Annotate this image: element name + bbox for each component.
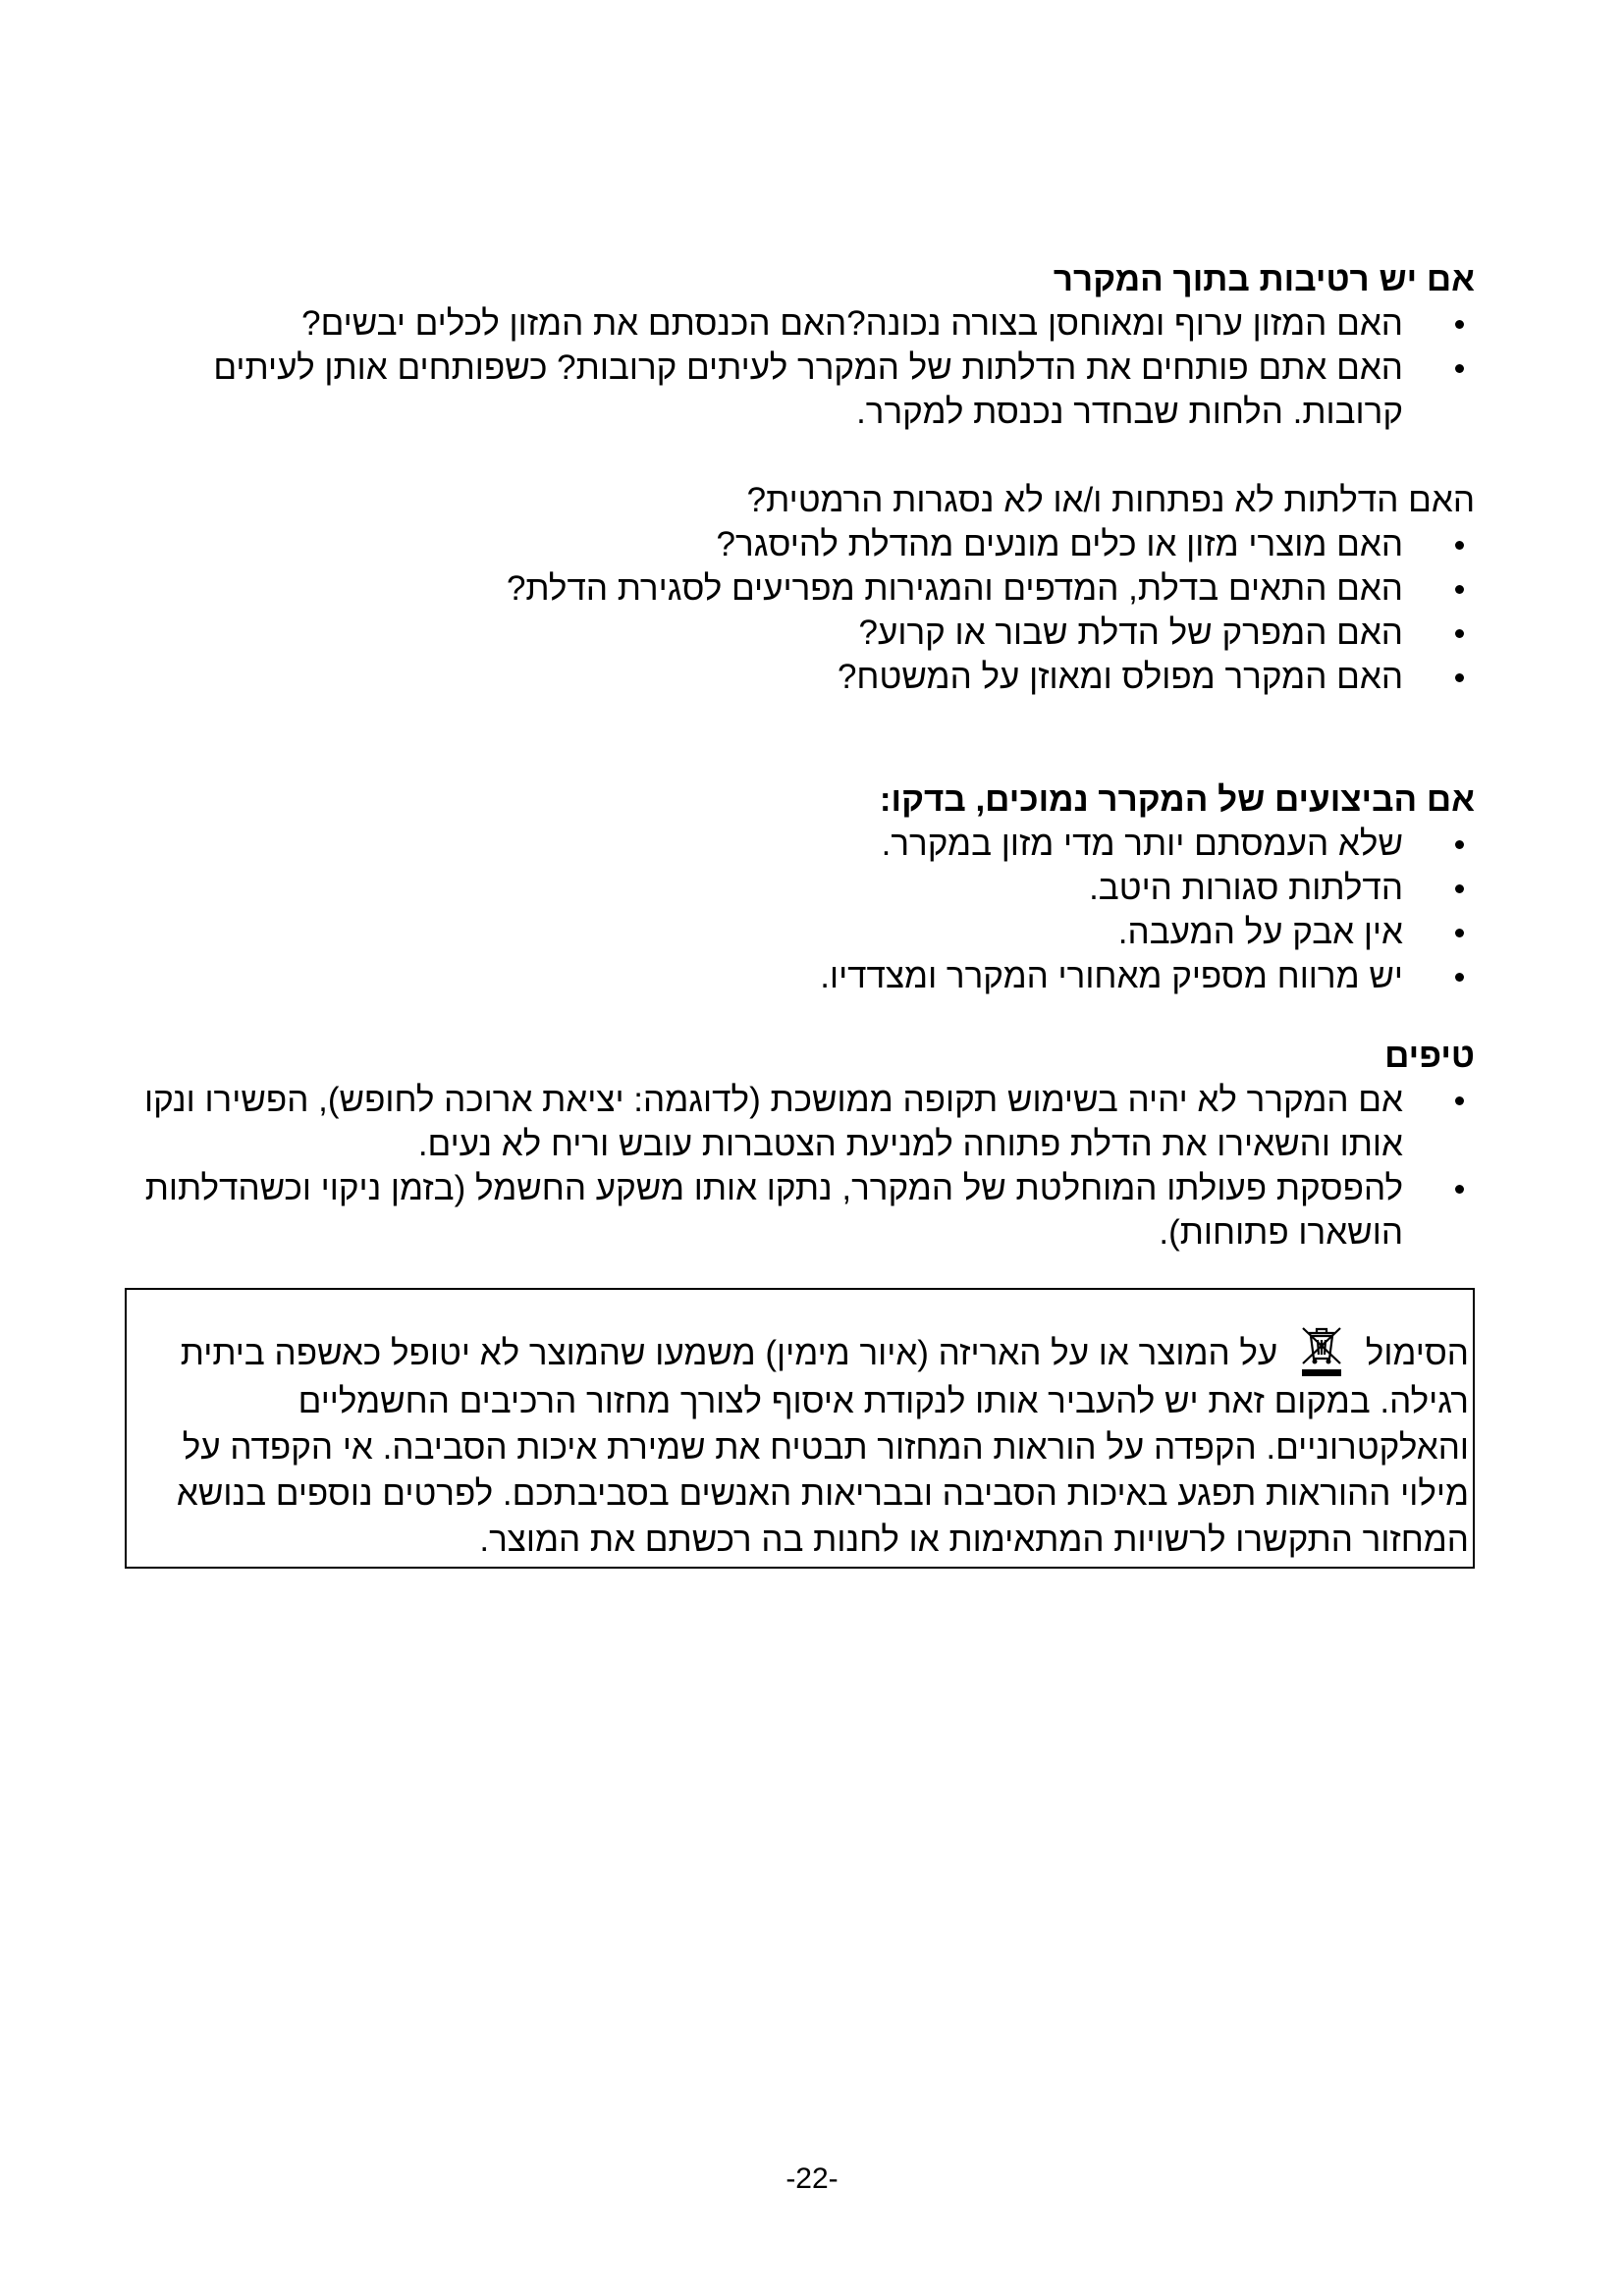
tips-list (120, 1078, 1475, 1255)
humidity-heading: אם יש רטיבות בתוך המקרר (1053, 260, 1475, 298)
humidity-section (120, 257, 1475, 434)
list-item: להפסקת פעולתו המוחלטת של המקרר, נתקו אותו משקע החשמל (בזמן ניקוי וכשהדלתות הושארו פתוחות). (120, 1166, 1475, 1255)
list-item: אין אבק על המעבה. (120, 910, 1475, 954)
list-item: האם אתם פותחים את הדלתות של המקרר לעיתים קרובות? כשפותחים אותן לעיתים קרובות. הלחות שבחדר נכנסת למקרר. (120, 346, 1475, 434)
page-number: -22- (785, 2163, 839, 2195)
list-item: האם המקרר מפולס ומאוזן על המשטח? (120, 655, 1475, 699)
list-item: יש מרווח מספיק מאחורי המקרר ומצדדיו. (120, 954, 1475, 998)
performance-heading: אם הביצועים של המקרר נמוכים, בדקו: (879, 780, 1475, 819)
crossed-out-wheelie-bin-icon (1293, 1325, 1350, 1378)
performance-section (120, 777, 1475, 998)
list-item: האם התאים בדלת, המדפים והמגירות מפריעים לסגירת הדלת? (120, 566, 1475, 611)
list-item: האם המפרק של הדלת שבור או קרוע? (120, 611, 1475, 655)
notice-text: על המוצר או על האריזה (איור מימין) משמעו שהמוצר לא יטופל כאשפה ביתית רגילה. במקום זאת יש להעביר אותו לנקודת איסוף לצורך מחזור הרכיבים החשמליים והאלקטרוניים. הקפדה על הוראות המחזור תבטיח את שמירת איכות הסביבה. אי הקפדה על מילוי ההוראות תפגע באיכות הסביבה ובבריאות האנשים בסביבתכם. לפרטים נוספים בנושא המחזור התקשרו לרשויות המתאימות או לחנות בה רכשתם את המוצר. (176, 1334, 1469, 1559)
spacer (120, 998, 1475, 1034)
doors-question: האם הדלתות לא נפתחות ו/או לא נסגרות הרמטית? (746, 481, 1475, 519)
spacer (120, 699, 1475, 777)
list-item: אם המקרר לא יהיה בשימוש תקופה ממושכת (לדוגמה: יציאת ארוכה לחופש), הפשירו ונקו אותו והשאירו את הדלת פתוחה למניעת הצטברות עובש וריח לא נעים. (120, 1078, 1475, 1166)
recycling-notice-box (125, 1288, 1475, 1569)
list-item: הדלתות סגורות היטב. (120, 866, 1475, 910)
tips-heading: טיפים (1384, 1037, 1475, 1075)
doors-section (120, 478, 1475, 699)
list-item: שלא העמסתם יותר מדי מזון במקרר. (120, 822, 1475, 866)
performance-list (120, 822, 1475, 998)
humidity-list (120, 301, 1475, 434)
list-item: האם המזון ערוף ומאוחסן בצורה נכונה?האם הכנסתם את המזון לכלים יבשים? (120, 301, 1475, 346)
list-item: האם מוצרי מזון או כלים מונעים מהדלת להיסגר? (120, 522, 1475, 566)
page-content (120, 257, 1475, 1569)
doors-list (120, 522, 1475, 699)
notice-prefix: הסימול (1365, 1334, 1469, 1372)
tips-section (120, 1034, 1475, 1255)
spacer (120, 434, 1475, 478)
